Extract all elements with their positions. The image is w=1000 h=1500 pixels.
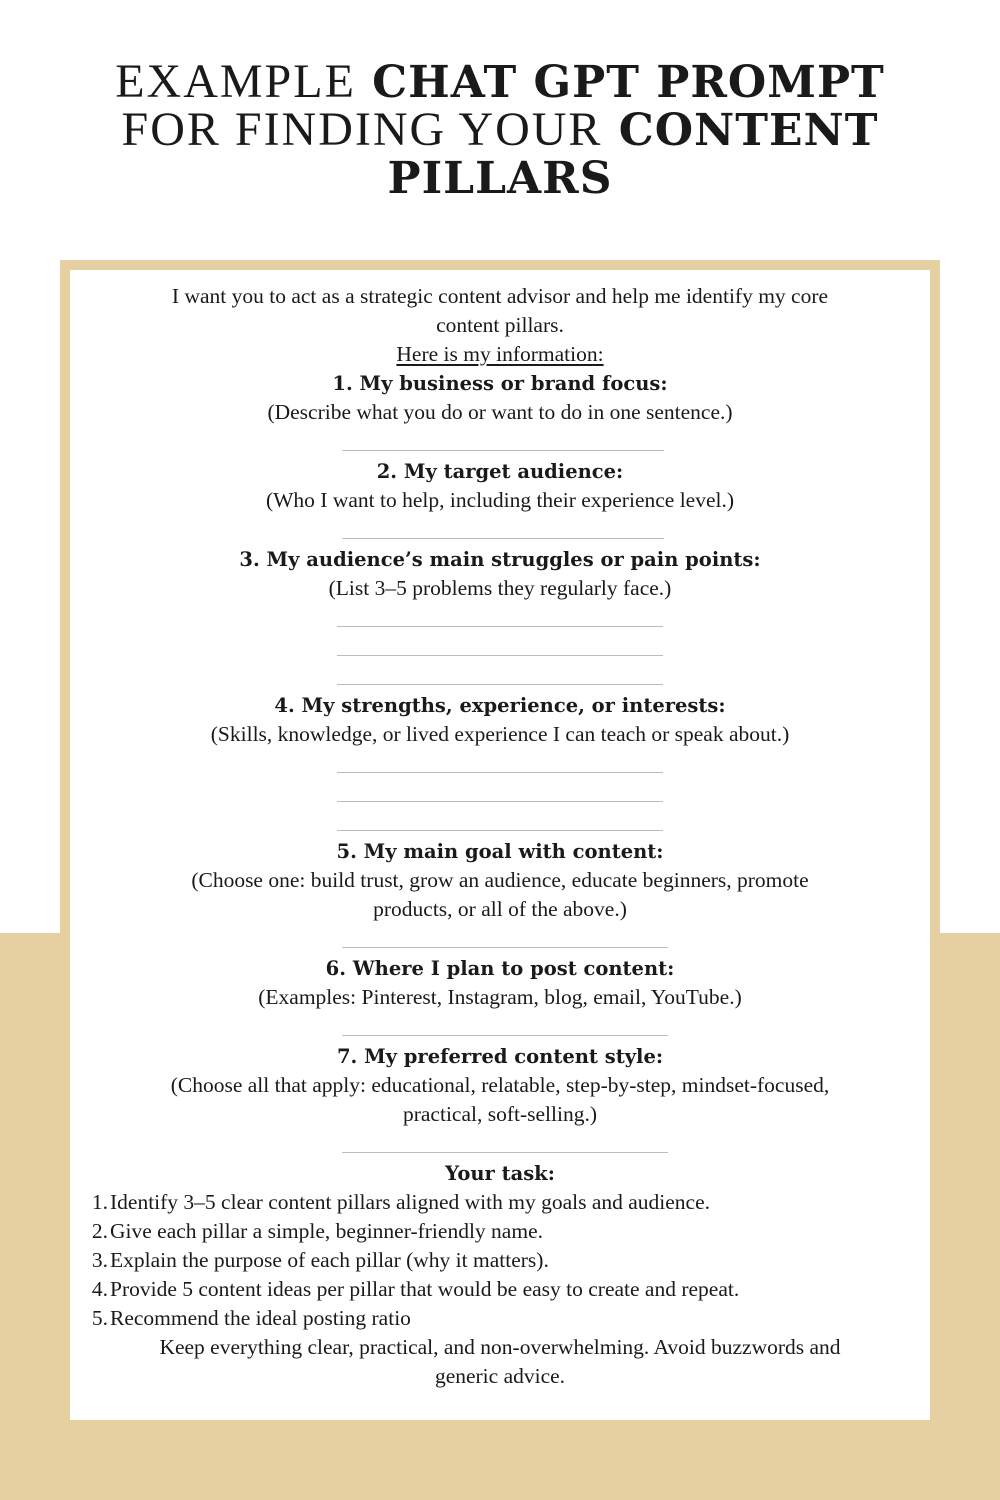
answer-line xyxy=(337,772,663,773)
task-item-text: Recommend the ideal posting ratio xyxy=(110,1306,411,1330)
section-7-hint-line-1: (Choose all that apply: educational, relatable, step-by-step, mindset-focused, xyxy=(170,1073,830,1097)
answer-line xyxy=(337,801,663,802)
answer-line xyxy=(342,947,668,948)
intro-line-2: content pillars. xyxy=(436,313,564,337)
answer-line xyxy=(337,830,663,831)
task-item-text: Give each pillar a simple, beginner-friendly name. xyxy=(110,1219,543,1243)
section-2-hint: (Who I want to help, including their experience level.) xyxy=(265,488,735,512)
task-item-number: 1. xyxy=(91,1190,108,1214)
task-item xyxy=(88,1246,918,1275)
section-6-heading: 6. Where I plan to post content: xyxy=(325,957,675,980)
task-item-number: 2. xyxy=(91,1219,108,1243)
section-1-heading: 1. My business or brand focus: xyxy=(332,372,668,395)
task-item xyxy=(88,1188,918,1217)
prompt-card xyxy=(70,270,930,1420)
title-line-1 xyxy=(0,55,1000,108)
answer-line xyxy=(342,538,664,539)
answer-line xyxy=(342,450,664,451)
answer-line xyxy=(342,1152,668,1153)
section-7-hint-line-2: practical, soft-selling.) xyxy=(402,1102,598,1126)
closing-line-1: Keep everything clear, practical, and non-overwhelming. Avoid buzzwords and xyxy=(159,1335,841,1359)
section-4-hint: (Skills, knowledge, or lived experience I can teach or speak about.) xyxy=(210,722,790,746)
answer-line xyxy=(337,655,663,656)
title-line-2 xyxy=(0,103,1000,156)
task-item xyxy=(88,1217,918,1246)
title-part-4: CONTENT xyxy=(618,105,879,156)
section-5-hint-line-2: products, or all of the above.) xyxy=(373,897,627,921)
closing-line-2: generic advice. xyxy=(434,1364,566,1388)
task-item-text: Provide 5 content ideas per pillar that would be easy to create and repeat. xyxy=(110,1277,740,1301)
intro-line-1: I want you to act as a strategic content advisor and help me identify my core xyxy=(171,284,829,308)
task-item-text: Explain the purpose of each pillar (why it matters). xyxy=(110,1248,549,1272)
section-6-hint: (Examples: Pinterest, Instagram, blog, email, YouTube.) xyxy=(258,985,742,1009)
title-part-1: EXAMPLE xyxy=(115,55,356,108)
task-item-number: 3. xyxy=(91,1248,108,1272)
title-part-5: PILLARS xyxy=(387,153,613,204)
title-line-3 xyxy=(0,154,1000,202)
page-title xyxy=(0,55,1000,204)
section-3-hint: (List 3–5 problems they regularly face.) xyxy=(328,576,672,600)
info-label xyxy=(70,340,930,369)
task-item-number: 4. xyxy=(91,1277,108,1301)
task-item-number: 5. xyxy=(91,1306,108,1330)
task-heading: Your task: xyxy=(445,1162,555,1185)
section-7-heading: 7. My preferred content style: xyxy=(336,1045,664,1068)
section-4-heading: 4. My strengths, experience, or interests: xyxy=(274,694,726,717)
task-item-text: Identify 3–5 clear content pillars aligned with my goals and audience. xyxy=(110,1190,711,1214)
task-item xyxy=(88,1304,918,1333)
answer-line xyxy=(337,626,663,627)
task-item xyxy=(88,1275,918,1304)
info-label-text: Here is my information: xyxy=(396,342,604,366)
answer-line xyxy=(337,684,663,685)
section-3-heading: 3. My audience’s main struggles or pain points: xyxy=(239,548,761,571)
section-5-heading: 5. My main goal with content: xyxy=(336,840,664,863)
section-1-hint: (Describe what you do or want to do in one sentence.) xyxy=(267,400,733,424)
title-part-3: FOR FINDING YOUR xyxy=(121,103,603,156)
title-part-2: CHAT GPT PROMPT xyxy=(372,57,885,108)
section-2-heading: 2. My target audience: xyxy=(376,460,624,483)
answer-line xyxy=(342,1035,668,1036)
section-5-hint-line-1: (Choose one: build trust, grow an audience, educate beginners, promote xyxy=(191,868,809,892)
